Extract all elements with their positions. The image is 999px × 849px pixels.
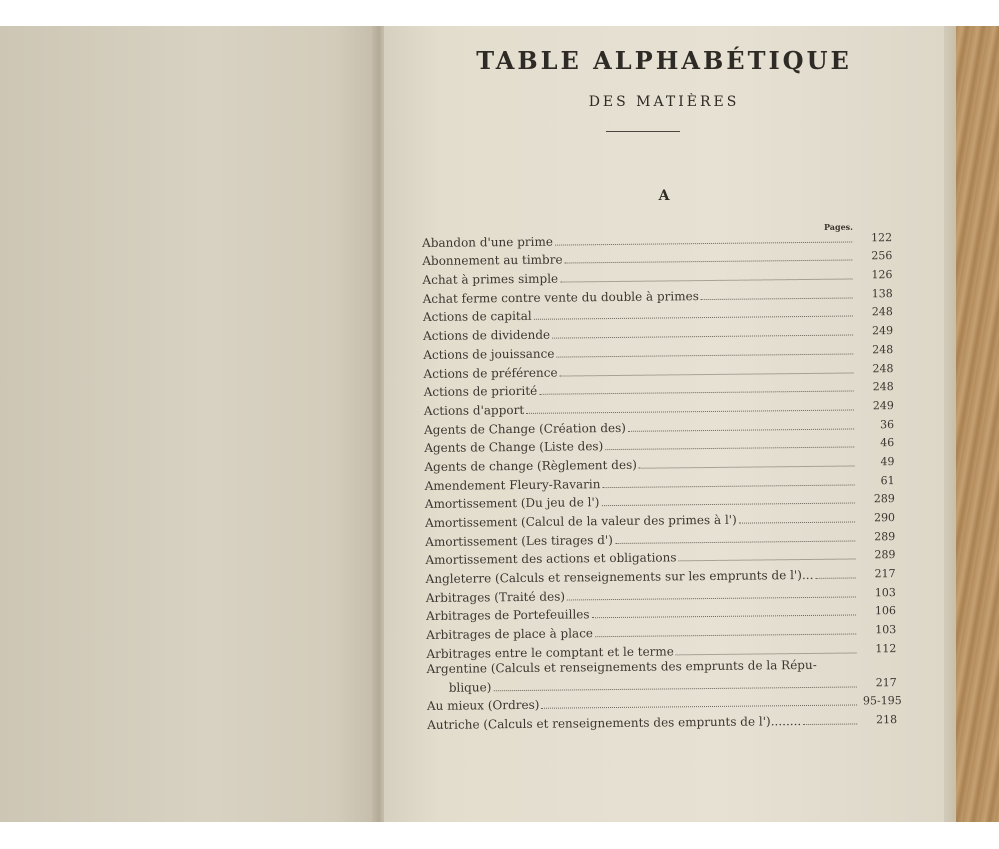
entry-text: Agents de change (Règlement des) <box>424 457 637 474</box>
entry-text: Agents de Change (Création des) <box>424 420 627 437</box>
entry-text: Amortissement des actions et obligations <box>425 550 677 568</box>
dot-leader <box>560 279 852 283</box>
entry-page: 248 <box>871 305 893 319</box>
entry-page: 218 <box>876 712 898 727</box>
entry-page: 126 <box>871 268 893 282</box>
entry-page: 36 <box>879 417 895 431</box>
entry-text: Argentine (Calculs et renseignements des emprunts de la Répu- <box>426 657 817 676</box>
entry-page: 249 <box>872 324 894 338</box>
entry-page: 138 <box>871 286 893 301</box>
entry-page: 289 <box>874 529 896 543</box>
dot-leader <box>601 503 854 507</box>
entry-text: Actions de jouissance <box>423 346 555 362</box>
entry-page: 103 <box>875 623 897 637</box>
entry-page: 248 <box>872 361 894 375</box>
entry-text: Abandon d'une prime <box>422 234 553 250</box>
page-subtitle: DES MATIÈRES <box>588 94 740 110</box>
pages-column-label: Pages. <box>824 222 853 232</box>
entry-page: 289 <box>874 548 896 562</box>
entry-page: 49 <box>880 455 895 469</box>
page-title: TABLE ALPHABÉTIQUE <box>476 46 852 75</box>
dot-leader <box>592 615 856 619</box>
entry-text: Achat ferme contre vente du double à primes <box>422 288 699 306</box>
section-letter: A <box>658 188 670 204</box>
entry-page: 248 <box>872 342 894 357</box>
entry-text: Amendement Fleury-Ravarin <box>424 476 601 493</box>
divider <box>606 131 680 132</box>
page-edge <box>944 26 956 822</box>
dot-leader <box>739 521 855 523</box>
dot-leader <box>595 634 856 638</box>
entry-text: Arbitrages entre le comptant et le terme <box>426 644 674 661</box>
entry-page: 256 <box>871 249 893 263</box>
entry-text: Actions de dividende <box>423 327 551 344</box>
dot-leader <box>679 559 856 562</box>
dot-leader <box>628 428 854 431</box>
dot-leader <box>701 297 853 300</box>
dot-leader <box>803 723 857 725</box>
entry-text: Autriche (Calculs et renseignements des emprunts de l')........ <box>427 713 802 732</box>
dot-leader <box>815 578 855 579</box>
index-entries <box>422 226 902 732</box>
entry-text: blique) <box>448 679 492 695</box>
entry-page: 249 <box>872 398 894 413</box>
book-photo <box>0 26 999 822</box>
entry-page: 289 <box>873 492 895 506</box>
entry-text: Arbitrages de Portefeuilles <box>425 607 590 624</box>
entry-text: Au mieux (Ordres) <box>426 697 540 714</box>
entry-text: Amortissement (Du jeu de l') <box>424 495 600 512</box>
entry-text: Arbitrages (Traité des) <box>425 589 566 605</box>
entry-text: Arbitrages de place à place <box>426 626 594 643</box>
dot-leader <box>565 260 853 264</box>
entry-page: 122 <box>871 230 893 244</box>
entry-text: Agents de Change (Liste des) <box>424 439 604 456</box>
entry-page: 290 <box>873 511 896 525</box>
wood-background <box>956 26 999 822</box>
entry-page: 248 <box>872 380 894 394</box>
dot-leader <box>639 465 855 468</box>
dot-leader <box>615 540 855 544</box>
entry-page: 106 <box>874 604 897 618</box>
entry-text: Actions de préférence <box>423 365 558 381</box>
entry-page: 46 <box>880 436 895 450</box>
entry-page: 217 <box>875 675 897 689</box>
entry-page: 61 <box>880 473 895 487</box>
entry-text: Actions d'apport <box>423 402 525 418</box>
entry-text: Actions de priorité <box>423 383 538 400</box>
dot-leader <box>605 447 854 451</box>
entry-page: 112 <box>875 641 897 656</box>
dot-leader <box>567 596 856 600</box>
entry-text: Angleterre (Calculs et renseignements sur les emprunts de l')... <box>425 567 814 587</box>
entry-text: Abonnement au timbre <box>422 252 563 269</box>
entry-page: 95-195 <box>862 694 902 708</box>
dot-leader <box>602 484 854 488</box>
entry-text: Achat à primes simple <box>422 271 559 288</box>
entry-page: 217 <box>874 567 896 581</box>
right-page <box>384 26 944 822</box>
entry-text: Amortissement (Les tirages d') <box>425 532 613 549</box>
entry-text: Actions de capital <box>422 309 532 325</box>
left-page <box>0 26 380 822</box>
entry-page: 103 <box>874 585 896 600</box>
dot-leader <box>676 652 857 655</box>
entry-text: Amortissement (Calcul de la valeur des primes à l') <box>424 512 737 530</box>
